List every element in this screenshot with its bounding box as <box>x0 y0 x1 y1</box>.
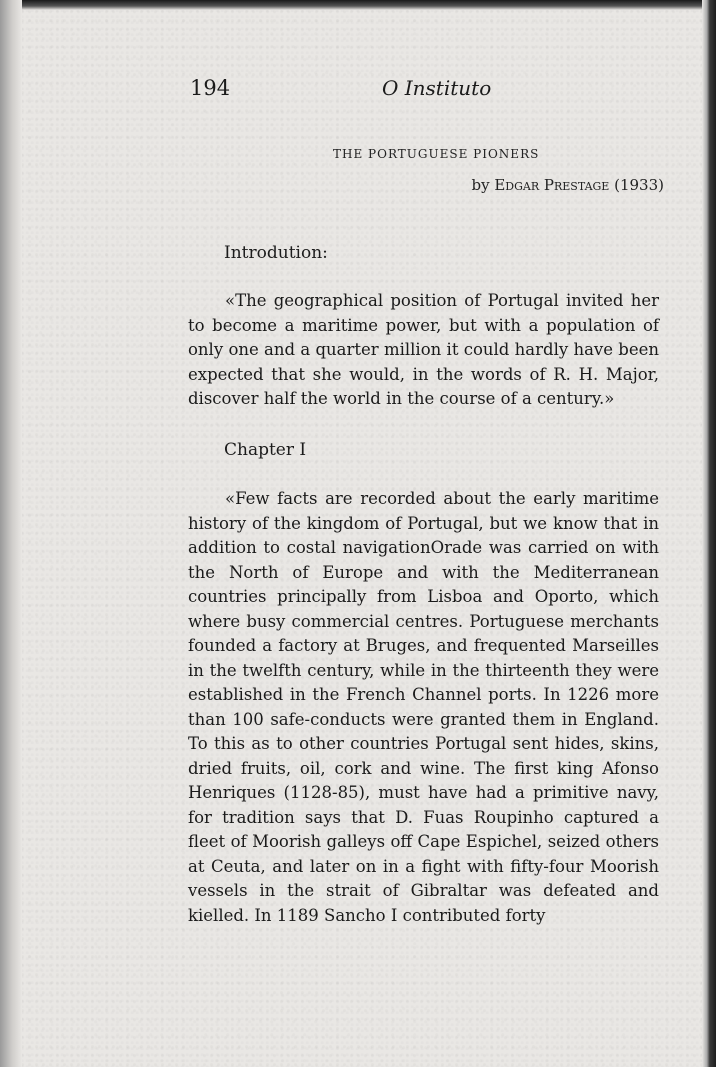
page-edge-shadow <box>702 0 716 1067</box>
chapter-heading: Chapter I <box>224 440 307 460</box>
intro-paragraph: «The geographical position of Portugal invited her to become a maritime power, but with a population of only one and a quarter million it could hardly have been expected that she would, in the words of R. H. Major, discover half the world in the course of a century.» <box>188 291 659 408</box>
page-binding-shadow <box>0 0 22 1067</box>
page-top-shadow <box>0 0 716 10</box>
intro-heading: Introdution: <box>224 243 328 263</box>
byline <box>471 176 664 194</box>
article-title: THE PORTUGUESE PIONERS <box>333 147 540 161</box>
running-title: O Instituto <box>382 76 492 100</box>
page-number: 194 <box>190 76 231 100</box>
page-header <box>190 76 660 106</box>
author-name: Edgar Prestage <box>494 176 610 194</box>
publication-year: (1933) <box>609 176 664 194</box>
chapter-paragraph: «Few facts are recorded about the early maritime history of the kingdom of Portugal, but we know that in addition to costal navigationOrade was carried on with the North of Europe and with the Mediterranean countries principally from Lisboa and Oporto, which where busy commercial centres. Portuguese merchants founded a factory at Bruges, and frequented Marseilles in the twelfth century, while in the thirteenth they were established in the French Channel ports. In 1226 more than 100 safe-conducts were granted them in England. To this as to other countries Portugal sent hides, skins, dried fruits, oil, cork and wine. The first king Afonso Henriques (1128-85), must have had a primitive navy, for tradition says that D. Fuas Roupinho captured a fleet of Moorish galleys off Cape Espichel, seized others at Ceuta, and later on in a fight with fifty-four Moorish vessels in the strait of Gibraltar was defeated and kielled. In 1189 Sancho I contributed forty <box>188 489 659 925</box>
byline-prefix: by <box>471 176 495 194</box>
